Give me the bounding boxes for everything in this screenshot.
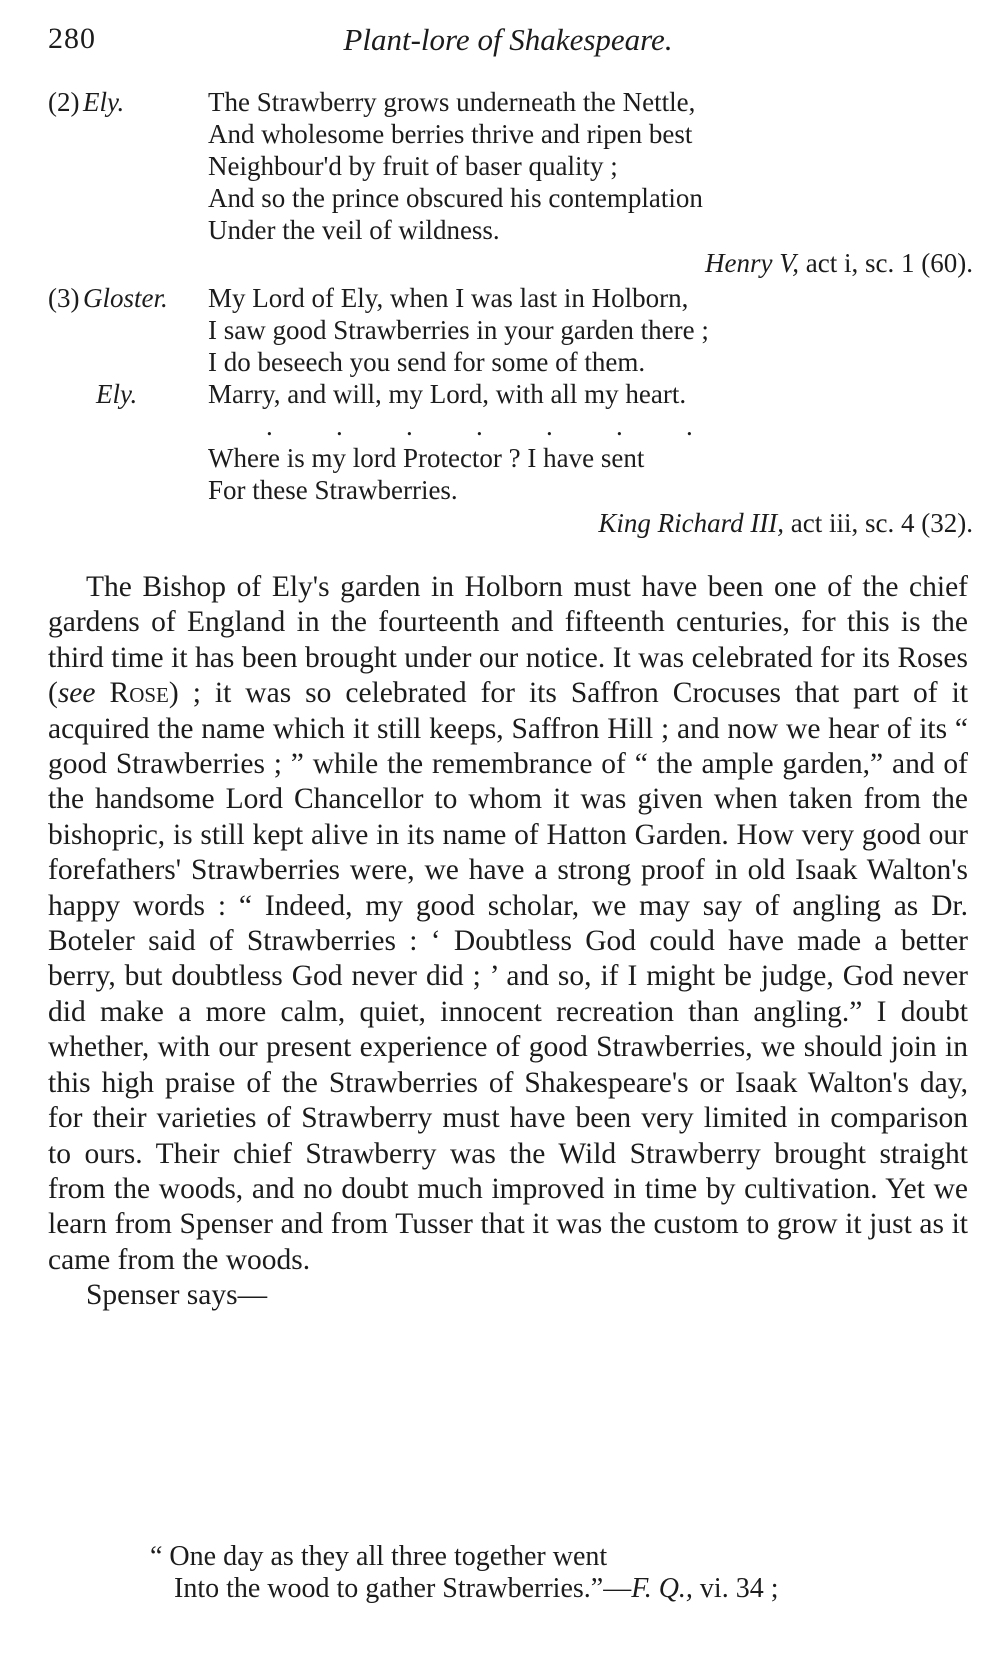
verse-line: [48, 346, 973, 378]
verse-text: And so the prince obscured his contemplation: [208, 183, 703, 213]
verse-line: [48, 282, 973, 314]
verse-text: The Strawberry grows underneath the Nettle,: [208, 87, 696, 117]
verse-line: [48, 314, 973, 346]
citation-title: F. Q.,: [631, 1573, 693, 1604]
verse-text: Under the veil of wildness.: [208, 215, 500, 245]
speaker-name: Ely.: [96, 379, 138, 409]
citation-title: Henry V,: [705, 248, 800, 278]
quote-number: (3): [48, 283, 80, 313]
ellipsis-dots: . . . . . . .: [266, 411, 693, 441]
verse-line: [48, 474, 973, 506]
citation: [48, 506, 973, 540]
verse-line: [48, 378, 973, 410]
verse-line: [48, 442, 973, 474]
paragraph: [48, 570, 968, 1278]
spenser-quote: [150, 1541, 778, 1605]
cross-reference: Rose: [109, 677, 169, 710]
citation: [48, 246, 973, 280]
verse-text: Neighbour'd by fruit of baser quality ;: [208, 151, 618, 181]
verse-text: I saw good Strawberries in your garden there ;: [208, 315, 709, 345]
citation-ref: act i, sc. 1 (60).: [805, 248, 973, 278]
page-number: 280: [48, 22, 96, 55]
running-title: Plant-lore of Shakespeare.: [343, 22, 673, 57]
text-run: see: [57, 677, 96, 710]
verse-line: “ One day as they all three together went: [150, 1541, 608, 1572]
quote-gloster-richard-iii: [48, 282, 973, 540]
text-run: The Bishop of Ely's garden in Holborn must have been one of the chief gardens of England in the fourteenth and fifteenth centuries, for this is the third time it has been brought under our notice. It was celebrated for its Roses (: [48, 571, 968, 710]
verse-text: For these Strawberries.: [208, 475, 458, 505]
verse-line: [48, 150, 973, 182]
verse-line: [48, 118, 973, 150]
verse-text: My Lord of Ely, when I was last in Holborn,: [208, 283, 689, 313]
verse-text: I do beseech you send for some of them.: [208, 347, 646, 377]
verse-text: And wholesome berries thrive and ripen best: [208, 119, 693, 149]
verse-line: [150, 1573, 778, 1605]
quote-ely-henry-v: [48, 86, 973, 280]
citation-ref: act iii, sc. 4 (32).: [790, 508, 973, 538]
page-header: [48, 18, 938, 62]
body-text: [48, 570, 968, 1314]
citation-ref: vi. 34 ;: [692, 1573, 779, 1604]
text-run: ) ; it was so celebrated for its Saffron Crocuses that part of it acquired the name which it still keeps, Saffron Hill ; and now we hear of its “ good Strawberries ; ” while the remembrance of “ the ample garden,” and of the handsome Lord Chancellor to whom it was given when taken from the bishopric, is still kept alive in its name of Hatton Garden. How very good our forefathers' Strawberries were, we have a strong proof in old Isaak Walton's happy words : “ Indeed, my good scholar, we may say of angling as Dr. Boteler said of Strawberries : ‘ Doubtless God could have made a better berry, but doubtless God never did ; ’ and so, if I might be judge, God never did make a more calm, quiet, innocent recreation than angling.” I doubt whether, with our present experience of good Strawberries, we should join in this high praise of the Strawberries of Shakespeare's or Isaak Walton's day, for their varieties of Strawberry must have been very limited in comparison to ours. Their chief Strawberry was the Wild Strawberry brought straight from the woods, and no doubt much improved in time by cultivation. Yet we learn from Spenser and from Tusser that it was the custom to grow it just as it came from the woods.: [48, 677, 969, 1276]
citation-title: King Richard III,: [598, 508, 785, 538]
speaker-name: Ely.: [83, 87, 125, 117]
verse-text: Where is my lord Protector ? I have sent: [208, 443, 645, 473]
verse-line: [48, 182, 973, 214]
verse-line: [48, 214, 973, 246]
quote-number: (2): [48, 87, 80, 117]
verse-text: Into the wood to gather Strawberries.”—: [174, 1573, 632, 1604]
speaker-name: Gloster.: [83, 283, 168, 313]
paragraph: Spenser says—: [86, 1279, 268, 1312]
verse-text: Marry, and will, my Lord, with all my heart.: [208, 379, 687, 409]
verse-line: [48, 86, 973, 118]
